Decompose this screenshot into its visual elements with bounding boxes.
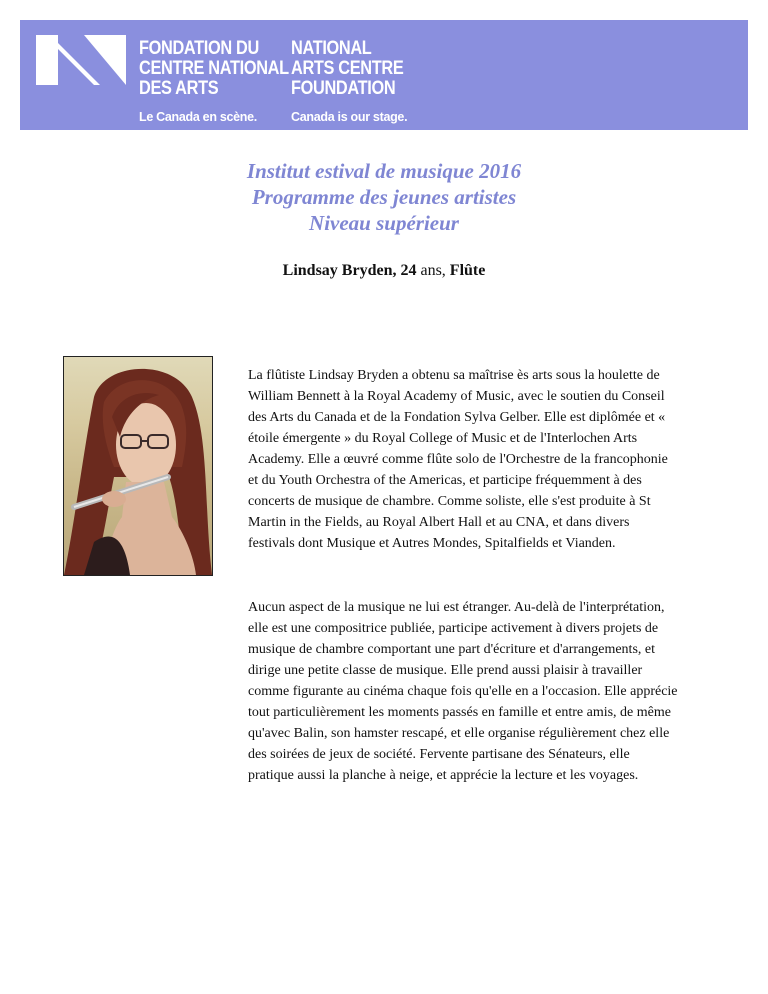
- banner-english-tagline: Canada is our stage.: [291, 110, 408, 124]
- portrait-photo-flutist-icon: [64, 357, 212, 575]
- header-banner: [20, 20, 748, 130]
- title-line-3: Niveau supérieur: [309, 211, 459, 235]
- artist-age: 24: [400, 262, 417, 279]
- portrait-photo: [63, 356, 213, 576]
- nac-logo-icon: [36, 35, 126, 85]
- artist-heading: [0, 262, 768, 280]
- artist-instrument: Flûte: [449, 262, 486, 279]
- title-line-2: Programme des jeunes artistes: [251, 185, 517, 209]
- bio-paragraph-2: Aucun aspect de la musique ne lui est étranger. Au-delà de l'interprétation, elle est une compositrice publiée, participe activement à divers projets de musique de chambre comportant une part d'écriture et d'arrangements, et dirige une petite classe de musique. Elle prend aussi plaisir à travailler comme figurante au cinéma chaque fois qu'elle en a l'occasion. Elle apprécie tout particulièrement les moments passés en famille et entre amis, de même qu'avec Balin, son hamster rescapé, et elle organise régulièrement chez elle des soirées de jeux de société. Fervente partisane des Sénateurs, elle pratique aussi la planche à neige, et apprécie la lecture et les voyages.: [248, 600, 678, 783]
- banner-french-tagline: Le Canada en scène.: [139, 110, 257, 124]
- banner-french-name: FONDATION DU CENTRE NATIONAL DES ARTS Le Canada en scène.: [139, 39, 313, 124]
- artist-name: Lindsay Bryden,: [282, 262, 397, 279]
- title-line-1: Institut estival de musique 2016: [246, 159, 522, 183]
- bio-paragraph-1: La flûtiste Lindsay Bryden a obtenu sa maîtrise ès arts sous la houlette de William Bennett à la Royal Academy of Music, avec le soutien du Conseil des Arts du Canada et de la Fondation Sylva Gelber. Elle est diplômée et « étoile émergente » du Royal College of Music et de l'Interlochen Arts Academy. Elle a œuvré comme flûte solo de l'Orchestre de la francophonie et du Youth Orchestra of the Americas, et participe fréquemment à des concerts de musique de chambre. Comme soliste, elle s'est produite à St Martin in the Fields, au Royal Albert Hall et au CNA, et dans divers festivals dont Musique et Autres Mondes, Spitalfields et Vianden.: [248, 368, 668, 551]
- artist-age-unit: ans,: [420, 262, 446, 279]
- document-title: [0, 158, 768, 236]
- banner-english-name: NATIONAL ARTS CENTRE FOUNDATION Canada is our stage.: [291, 39, 422, 124]
